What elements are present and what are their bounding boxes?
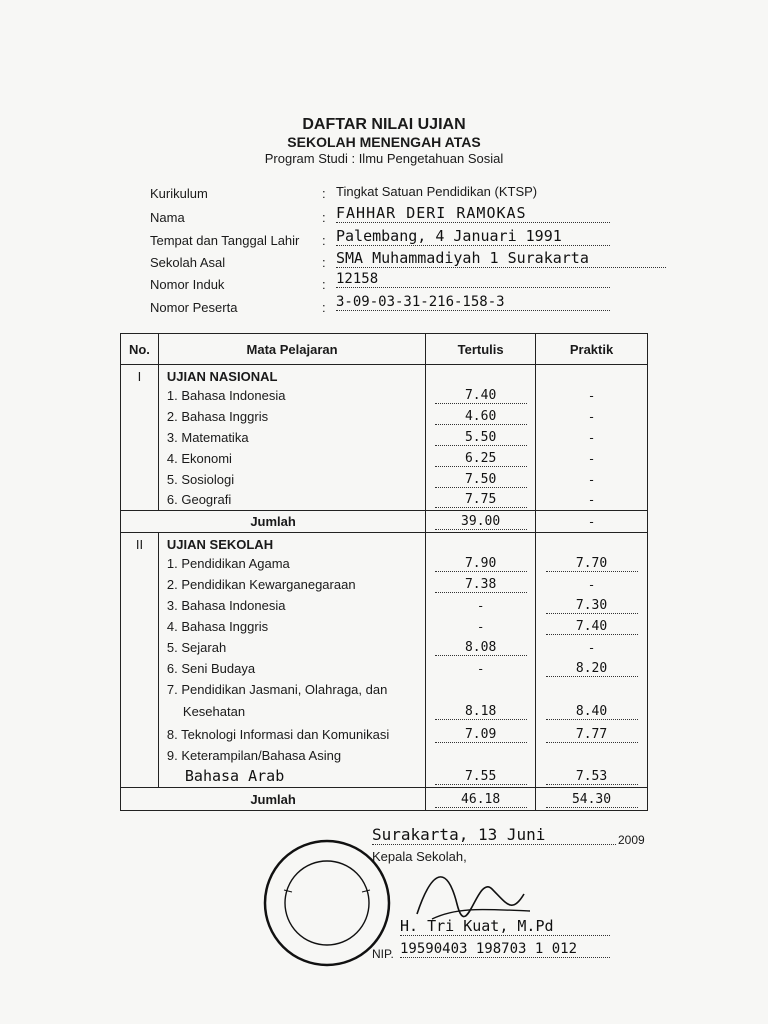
identity-value: SMA Muhammadiyah 1 Surakarta	[336, 249, 666, 268]
total-row	[121, 788, 648, 811]
subject-cell: 5. Sosiologi	[158, 469, 425, 490]
practical-score: -	[536, 427, 648, 448]
written-score: 7.50	[435, 472, 527, 488]
signature-block	[372, 825, 652, 975]
table-row	[121, 595, 648, 616]
table-row	[121, 448, 648, 469]
table-row	[121, 679, 648, 700]
practical-score: 7.53	[546, 769, 638, 785]
written-score: -	[426, 595, 536, 616]
identity-label: Nama	[150, 210, 185, 225]
stamp-seal	[262, 838, 392, 968]
written-score: 7.90	[435, 556, 527, 572]
identity-value: Tingkat Satuan Pendidikan (KTSP)	[336, 184, 538, 199]
table-row	[121, 574, 648, 595]
table-row	[121, 490, 648, 511]
table-row	[121, 553, 648, 574]
practical-score: 8.40	[546, 704, 638, 720]
written-score: 8.18	[435, 704, 527, 720]
written-score: -	[426, 658, 536, 679]
identity-colon: :	[322, 255, 326, 270]
program-line: Program Studi : Ilmu Pengetahuan Sosial	[264, 151, 504, 166]
total-label: Jumlah	[121, 511, 426, 533]
subject-cell: 8. Teknologi Informasi dan Komunikasi	[158, 724, 425, 745]
table-row	[121, 700, 648, 724]
section-number: I	[121, 365, 159, 385]
document-title: DAFTAR NILAI UJIAN	[302, 116, 466, 133]
written-score: 7.75	[435, 492, 527, 508]
table-row	[121, 637, 648, 658]
header-practical: Praktik	[536, 334, 648, 365]
practical-score: 7.70	[546, 556, 638, 572]
identity-colon: :	[322, 233, 326, 248]
table-row	[121, 406, 648, 427]
table-row	[121, 427, 648, 448]
principal-name: H. Tri Kuat, M.Pd	[400, 917, 610, 936]
subject-cell: 4. Bahasa Inggris	[158, 616, 425, 637]
nip-number: 19590403 198703 1 012	[400, 941, 610, 958]
place-date: Surakarta, 13 Juni	[372, 825, 616, 845]
table-row	[121, 724, 648, 745]
subject-cell: 6. Geografi	[158, 490, 425, 511]
total-label: Jumlah	[121, 788, 426, 811]
practical-score: 7.40	[546, 619, 638, 635]
identity-value: FAHHAR DERI RAMOKAS	[336, 204, 610, 223]
identity-colon: :	[322, 210, 326, 225]
written-score: 7.55	[435, 769, 527, 785]
section-row	[121, 365, 648, 385]
total-row	[121, 511, 648, 533]
identity-label: Sekolah Asal	[150, 255, 226, 270]
section-row	[121, 533, 648, 553]
document-subtitle: SEKOLAH MENENGAH ATAS	[287, 134, 481, 150]
nip-label: NIP.	[372, 947, 394, 961]
identity-label: Nomor Peserta	[150, 300, 238, 315]
subject-cell: 1. Pendidikan Agama	[158, 553, 425, 574]
written-score: 7.40	[435, 388, 527, 404]
written-score: 7.38	[435, 577, 527, 593]
subject-cell: Bahasa Arab	[158, 766, 425, 788]
identity-colon: :	[322, 300, 326, 315]
year: 2009	[618, 833, 645, 847]
subject-cell: 3. Matematika	[158, 427, 425, 448]
identity-colon: :	[322, 277, 326, 292]
section-title: UJIAN SEKOLAH	[158, 533, 425, 553]
identity-row-birth	[150, 228, 670, 250]
table-row	[121, 658, 648, 679]
practical-score: 7.77	[546, 727, 638, 743]
principal-title: Kepala Sekolah,	[372, 849, 467, 864]
practical-score: -	[536, 490, 648, 511]
subject-cell: 1. Bahasa Indonesia	[158, 385, 425, 406]
grades-table	[120, 333, 648, 811]
identity-value: 12158	[336, 271, 610, 288]
header-no: No.	[121, 334, 159, 365]
identity-label: Kurikulum	[150, 186, 208, 201]
identity-label: Nomor Induk	[150, 277, 225, 292]
subject-cell: 9. Keterampilan/Bahasa Asing	[158, 745, 425, 766]
written-score: 7.09	[435, 727, 527, 743]
section-title: UJIAN NASIONAL	[158, 365, 425, 385]
total-practical: -	[536, 511, 648, 533]
table-row	[121, 469, 648, 490]
school-stamp	[262, 838, 392, 968]
table-row	[121, 616, 648, 637]
identity-row-participant-no	[150, 294, 670, 316]
identity-colon: :	[322, 186, 326, 201]
table-row	[121, 385, 648, 406]
identity-row-school	[150, 250, 670, 272]
written-score: 5.50	[435, 430, 527, 446]
written-score: 4.60	[435, 409, 527, 425]
total-written: 39.00	[435, 514, 527, 530]
total-written: 46.18	[435, 792, 527, 808]
practical-score: -	[536, 574, 648, 595]
practical-score: -	[536, 637, 648, 658]
section-number: II	[121, 533, 159, 553]
identity-row-student-no	[150, 272, 670, 294]
identity-value: Palembang, 4 Januari 1991	[336, 227, 610, 246]
subject-cell: 4. Ekonomi	[158, 448, 425, 469]
identity-row-name	[150, 206, 670, 228]
subject-cell: 2. Bahasa Inggris	[158, 406, 425, 427]
practical-score: -	[536, 406, 648, 427]
subject-cell: 2. Pendidikan Kewarganegaraan	[158, 574, 425, 595]
practical-score: -	[536, 469, 648, 490]
table-row	[121, 766, 648, 788]
table-row	[121, 745, 648, 766]
practical-score: -	[536, 448, 648, 469]
written-score: 8.08	[435, 640, 527, 656]
header-written: Tertulis	[426, 334, 536, 365]
identity-value: 3-09-03-31-216-158-3	[336, 294, 610, 311]
subject-cell: 6. Seni Budaya	[158, 658, 425, 679]
header-subject: Mata Pelajaran	[158, 334, 425, 365]
practical-score: -	[536, 385, 648, 406]
written-score: -	[426, 616, 536, 637]
subject-cell: Kesehatan	[158, 700, 425, 724]
practical-score: 8.20	[546, 661, 638, 677]
subject-cell: 3. Bahasa Indonesia	[158, 595, 425, 616]
identity-row-curriculum	[150, 184, 670, 206]
subject-cell: 5. Sejarah	[158, 637, 425, 658]
identity-label: Tempat dan Tanggal Lahir	[150, 233, 300, 248]
total-practical: 54.30	[546, 792, 638, 808]
written-score: 6.25	[435, 451, 527, 467]
practical-score: 7.30	[546, 598, 638, 614]
subject-cell: 7. Pendidikan Jasmani, Olahraga, dan	[158, 679, 425, 700]
table-header-row	[121, 334, 648, 365]
identity-block	[150, 184, 670, 316]
